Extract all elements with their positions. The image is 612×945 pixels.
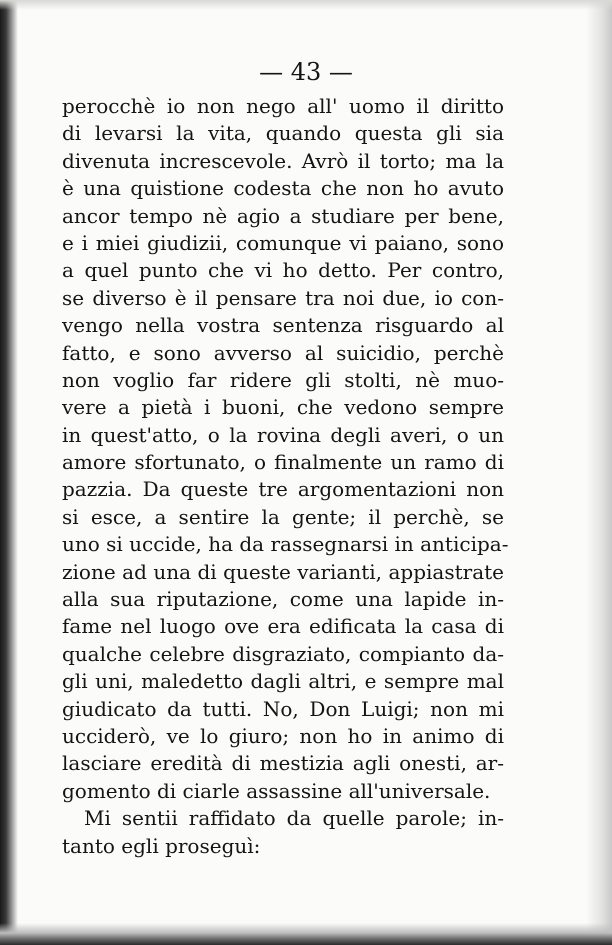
text-line: Mi sentii raffidato da quelle parole; in- xyxy=(84,806,504,831)
text-line: qualche celebre disgraziato, compianto da- xyxy=(62,641,504,666)
text-line: fatto, e sono avverso al suicidio, perchè xyxy=(62,340,504,365)
text-line: divenuta increscevole. Avrò il torto; ma la xyxy=(62,148,504,173)
text-line: ucciderò, ve lo giuro; non ho in animo di xyxy=(62,723,504,748)
text-line: in quest'atto, o la rovina degli averi, o un xyxy=(62,422,504,447)
bottom-edge-shadow xyxy=(0,923,612,945)
page-number: — 43 — xyxy=(259,58,353,86)
text-line: gomento di ciarle assassine all'universale. xyxy=(62,778,491,803)
text-line: a quel punto che vi ho detto. Per contro, xyxy=(62,258,504,283)
text-line: vere a pietà i buoni, che vedono sempre xyxy=(62,395,504,420)
text-line: se diverso è il pensare tra noi due, io con- xyxy=(62,285,504,310)
text-line: amore sfortunato, o finalmente un ramo di xyxy=(62,450,504,475)
text-line: perocchè io non nego all' uomo il diritto xyxy=(62,94,504,118)
body-text xyxy=(62,93,509,860)
text-line: lasciare eredità di mestizia agli onesti, ar- xyxy=(62,751,504,776)
text-line: fame nel luogo ove era edificata la casa di xyxy=(62,614,504,639)
text-line: ancor tempo nè agio a studiare per bene, xyxy=(62,203,504,228)
text-line: pazzia. Da queste tre argomentazioni non xyxy=(62,477,504,502)
text-line: vengo nella vostra sentenza risguardo al xyxy=(62,313,504,338)
binding-shadow xyxy=(0,0,18,945)
page-edge-shadow xyxy=(586,0,612,945)
text-line: si esce, a sentire la gente; il perchè, se xyxy=(62,504,504,529)
text-line: giudicato da tutti. No, Don Luigi; non mi xyxy=(62,696,504,721)
text-line: zione ad una di queste varianti, appiastrate xyxy=(62,559,504,584)
text-line: e i miei giudizii, comunque vi paiano, sono xyxy=(62,230,504,255)
text-line: di levarsi la vita, quando questa gli sia xyxy=(62,121,504,146)
text-line: alla sua riputazione, come una lapide in- xyxy=(62,587,504,612)
text-line: uno si uccide, ha da rassegnarsi in anticipa- xyxy=(62,532,509,557)
text-line: è una quistione codesta che non ho avuto xyxy=(62,176,504,201)
text-line: gli uni, maledetto dagli altri, e sempre mal xyxy=(62,669,504,694)
text-line: tanto egli proseguì: xyxy=(62,833,261,858)
top-edge-shadow xyxy=(0,0,612,10)
text-line: non voglio far ridere gli stolti, nè muo- xyxy=(62,367,504,392)
